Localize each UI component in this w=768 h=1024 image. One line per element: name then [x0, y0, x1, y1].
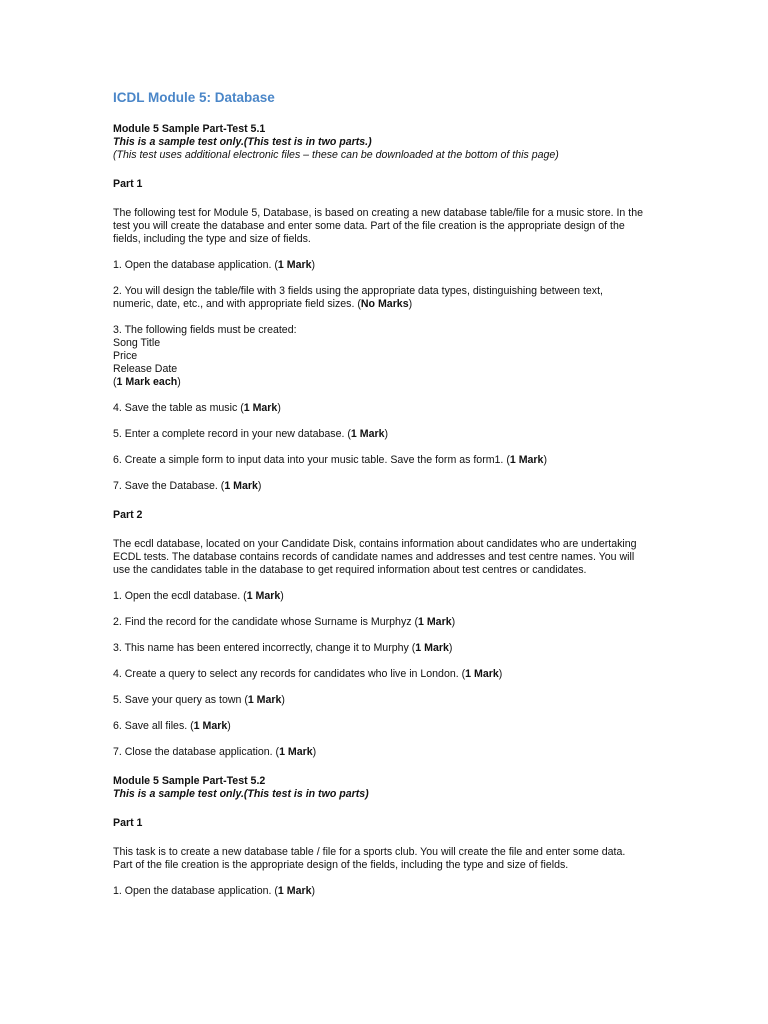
test-heading: Module 5 Sample Part-Test 5.2 — [113, 775, 266, 787]
field-item: Release Date — [113, 363, 178, 375]
field-item: Song Title — [113, 337, 161, 349]
task-item: 4. Save the table as music (1 Mark) — [113, 402, 281, 414]
task-item: 6. Save all files. (1 Mark) — [113, 720, 231, 732]
task-item: 4. Create a query to select any records for candidates who live in London. (1 Mark) — [113, 668, 503, 680]
task-item: 2. You will design the table/file with 3 fields using the appropriate data types, distinguishing between text, numeric, date, etc., and with appropriate field sizes. (No Marks) — [113, 285, 603, 310]
task-item: 1. Open the database application. (1 Mark) — [113, 259, 316, 271]
document-content — [113, 90, 643, 911]
field-item: Price — [113, 350, 138, 362]
task-item: 7. Close the database application. (1 Mark) — [113, 746, 317, 758]
task-item: 2. Find the record for the candidate whose Surname is Murphyz (1 Mark) — [113, 616, 456, 628]
fields-intro: 3. The following fields must be created: — [113, 324, 297, 336]
test-heading: Module 5 Sample Part-Test 5.1 — [113, 123, 266, 135]
test-files-note: (This test uses additional electronic files – these can be downloaded at the bottom of this page) — [113, 149, 559, 161]
page-title: ICDL Module 5: Database — [113, 90, 275, 105]
task-item: 5. Enter a complete record in your new database. (1 Mark) — [113, 428, 389, 440]
task-item: 1. Open the database application. (1 Mark) — [113, 885, 316, 897]
part-label: Part 1 — [113, 178, 143, 190]
fields-mark: (1 Mark each) — [113, 376, 181, 388]
task-item: 3. This name has been entered incorrectly, change it to Murphy (1 Mark) — [113, 642, 453, 654]
task-item: 6. Create a simple form to input data into your music table. Save the form as form1. (1 Mark) — [113, 454, 547, 466]
task-item: 1. Open the ecdl database. (1 Mark) — [113, 590, 284, 602]
part-intro: The ecdl database, located on your Candidate Disk, contains information about candidates who are undertaking ECDL tests. The database contains records of candidate names and addresses and test centre names. You will use the candidates table in the database to get required information about test centres or candidates. — [113, 538, 637, 576]
test-note: This is a sample test only.(This test is in two parts) — [113, 788, 369, 800]
test-note: This is a sample test only.(This test is in two parts.) — [113, 136, 372, 148]
part-label: Part 2 — [113, 509, 143, 521]
part-label: Part 1 — [113, 817, 143, 829]
part-intro: This task is to create a new database table / file for a sports club. You will create the file and enter some data. Part of the file creation is the appropriate design of the fields, including the type and size of fields. — [113, 846, 626, 871]
part-intro: The following test for Module 5, Database, is based on creating a new database table/file for a music store. In the test you will create the database and enter some data. Part of the file creation is the appropriate design of the fields, including the type and size of fields. — [113, 207, 643, 245]
fields-block — [113, 324, 643, 389]
task-item: 5. Save your query as town (1 Mark) — [113, 694, 285, 706]
task-item: 7. Save the Database. (1 Mark) — [113, 480, 262, 492]
